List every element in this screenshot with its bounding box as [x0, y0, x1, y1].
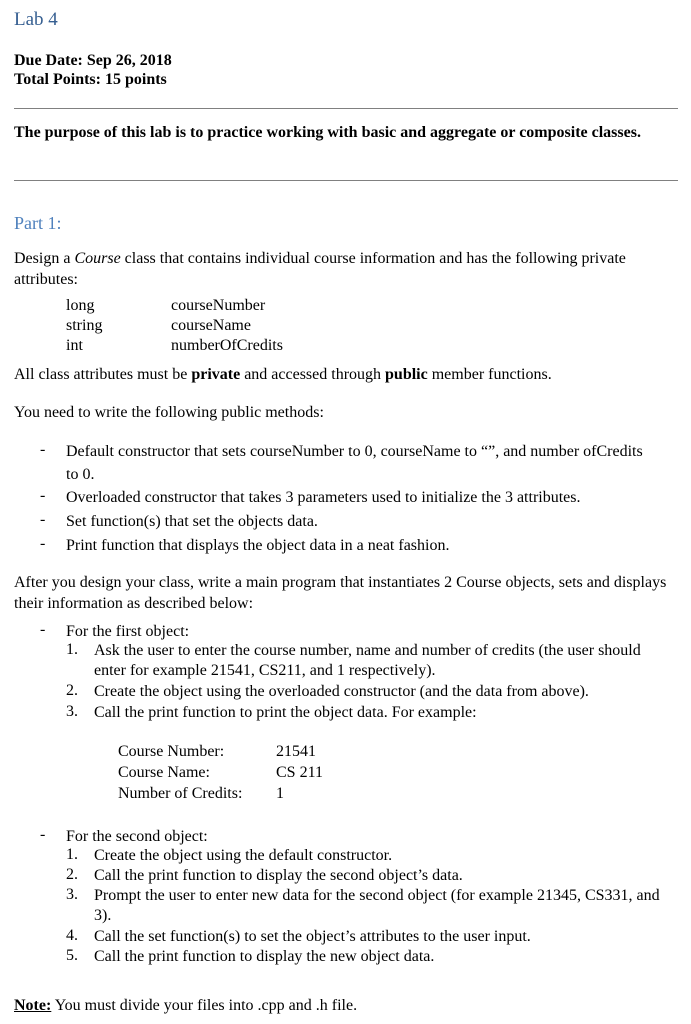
- first-object-label: For the first object:: [66, 623, 190, 640]
- bullet-dash: -: [40, 441, 46, 458]
- methods-intro: You need to write the following public methods:: [14, 404, 324, 421]
- step-text: Create the object using the default constructor.: [94, 847, 393, 864]
- access-rule: [14, 364, 678, 385]
- step-number: 2.: [66, 866, 78, 883]
- part1-intro: [14, 248, 678, 290]
- access-mid: and accessed through: [240, 366, 386, 383]
- method-item: Set function(s) that set the objects data.: [66, 513, 318, 530]
- step-text: Ask the user to enter the course number, name and number of credits (the user should enter for example 21541, CS211, and 1 respectively).: [94, 642, 641, 679]
- note-label: Note:: [14, 997, 52, 1014]
- step-number: 1.: [66, 641, 78, 658]
- bullet-dash: -: [40, 535, 46, 552]
- method-item: Overloaded constructor that takes 3 parameters used to initialize the 3 attributes.: [66, 489, 581, 506]
- step-text: Call the set function(s) to set the object’s attributes to the user input.: [94, 928, 531, 945]
- method-item: Default constructor that sets courseNumber to 0, courseName to “”, and number ofCredits to 0.: [66, 443, 643, 483]
- example-label: Course Number:: [118, 743, 225, 760]
- second-object-label: For the second object:: [66, 828, 208, 845]
- example-value: 1: [276, 785, 284, 802]
- example-label: Course Name:: [118, 764, 210, 781]
- part1-heading: Part 1:: [14, 213, 62, 233]
- attr-type: int: [66, 337, 83, 354]
- access-public: public: [385, 366, 428, 383]
- bullet-dash: -: [40, 621, 46, 638]
- step-text: Prompt the user to enter new data for the second object (for example 21345, CS331, and 3).: [94, 887, 660, 924]
- step-number: 3.: [66, 703, 78, 720]
- step-text: Call the print function to display the new object data.: [94, 948, 435, 965]
- step-number: 1.: [66, 846, 78, 863]
- method-item: Print function that displays the object data in a neat fashion.: [66, 537, 450, 554]
- example-value: CS 211: [276, 764, 323, 781]
- divider-bottom: [14, 180, 678, 181]
- step-number: 4.: [66, 927, 78, 944]
- bullet-dash: -: [40, 826, 46, 843]
- step-number: 5.: [66, 947, 78, 964]
- example-label: Number of Credits:: [118, 785, 243, 802]
- step-number: 2.: [66, 682, 78, 699]
- note-text: You must divide your files into .cpp and .h file.: [51, 997, 358, 1014]
- divider-top: [14, 108, 678, 109]
- step-text: Call the print function to print the object data. For example:: [94, 704, 477, 721]
- step-text: Create the object using the overloaded constructor (and the data from above).: [94, 683, 589, 700]
- note: [14, 995, 678, 1016]
- total-points: Total Points: 15 points: [14, 71, 167, 88]
- intro-class-name: Course: [74, 250, 121, 267]
- access-pre: All class attributes must be: [14, 366, 192, 383]
- attr-name: courseNumber: [171, 297, 266, 314]
- bullet-dash: -: [40, 487, 46, 504]
- page-title: Lab 4: [14, 9, 58, 30]
- access-private: private: [191, 366, 241, 383]
- attr-type: long: [66, 297, 95, 314]
- step-number: 3.: [66, 886, 78, 903]
- intro-post: class that contains individual course information and has the following private attributes:: [14, 250, 626, 288]
- example-value: 21541: [276, 743, 316, 760]
- attr-type: string: [66, 317, 103, 334]
- step-text: Call the print function to display the second object’s data.: [94, 867, 463, 884]
- intro-pre: Design a: [14, 250, 75, 267]
- due-date: Due Date: Sep 26, 2018: [14, 52, 172, 69]
- access-post: member functions.: [427, 366, 552, 383]
- main-intro: After you design your class, write a main program that instantiates 2 Course objects, sets and displays their information as described below:: [14, 574, 667, 612]
- attr-name: courseName: [171, 317, 251, 334]
- attr-name: numberOfCredits: [171, 337, 283, 354]
- purpose-statement: The purpose of this lab is to practice working with basic and aggregate or composite classes.: [14, 124, 641, 141]
- bullet-dash: -: [40, 511, 46, 528]
